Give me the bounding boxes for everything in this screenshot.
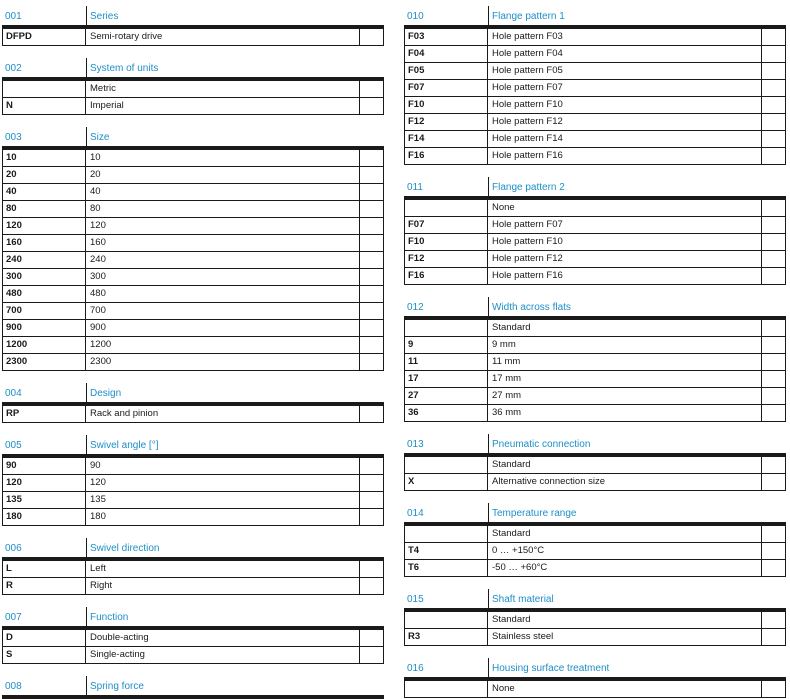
header-divider [488,6,489,25]
option-code: L [3,561,86,577]
option-description: 2300 [86,354,360,370]
selection-box[interactable] [360,458,383,474]
option-code: R3 [405,629,488,645]
section-title: Housing surface treatment [492,663,610,674]
selection-box[interactable] [762,681,785,697]
section-header [404,434,786,457]
option-description: Double-acting [86,630,360,646]
selection-box[interactable] [360,406,383,422]
option-row [404,388,786,405]
option-row [2,167,384,184]
section-title: Design [90,388,122,399]
option-section [2,676,384,699]
option-code: 900 [3,320,86,336]
option-description: 480 [86,286,360,302]
header-divider [488,297,489,316]
selection-box[interactable] [762,629,785,645]
option-code [405,457,488,473]
section-number: 016 [407,663,424,674]
option-row [404,543,786,560]
option-row [2,630,384,647]
option-description: Hole pattern F14 [488,131,762,147]
section-number: 004 [5,388,22,399]
selection-box[interactable] [762,251,785,267]
section-number: 008 [5,681,22,692]
section-number: 013 [407,439,424,450]
selection-box[interactable] [762,268,785,284]
section-number: 010 [407,11,424,22]
selection-box[interactable] [360,320,383,336]
option-row [2,337,384,354]
option-row [404,320,786,337]
option-description: Hole pattern F16 [488,148,762,164]
option-code: F16 [405,148,488,164]
selection-box[interactable] [360,81,383,97]
section-number: 012 [407,302,424,313]
section-title: Spring force [90,681,144,692]
option-row [404,629,786,646]
selection-box[interactable] [360,303,383,319]
selection-box[interactable] [360,286,383,302]
section-title: Swivel direction [90,543,160,554]
option-row [404,46,786,63]
option-description: Standard [488,457,762,473]
selection-box[interactable] [762,63,785,79]
option-description: 17 mm [488,371,762,387]
option-row [2,184,384,201]
selection-box[interactable] [762,320,785,336]
section-title: Flange pattern 1 [492,11,565,22]
selection-box[interactable] [762,457,785,473]
option-description: 20 [86,167,360,183]
option-description: Rack and pinion [86,406,360,422]
option-code: 20 [3,167,86,183]
option-code: 160 [3,235,86,251]
selection-box[interactable] [360,630,383,646]
selection-box[interactable] [762,405,785,421]
selection-box[interactable] [762,46,785,62]
section-title: System of units [90,63,159,74]
option-code [405,681,488,697]
option-description: 0 … +150°C [488,543,762,559]
option-section [2,538,384,595]
section-title: Width across flats [492,302,571,313]
option-code: R [3,578,86,594]
option-code: F04 [405,46,488,62]
section-header [2,435,384,458]
option-row [2,218,384,235]
option-row [404,268,786,285]
option-row [2,286,384,303]
section-header [2,383,384,406]
option-description: 80 [86,201,360,217]
selection-box[interactable] [360,218,383,234]
option-description: Standard [488,612,762,628]
option-row [404,97,786,114]
header-divider [86,607,87,626]
option-code: 240 [3,252,86,268]
selection-box[interactable] [360,201,383,217]
option-description: -50 … +60°C [488,560,762,576]
section-number: 014 [407,508,424,519]
option-code: 90 [3,458,86,474]
option-code: S [3,647,86,663]
section-header [2,607,384,630]
selection-box[interactable] [360,184,383,200]
option-section [2,607,384,664]
header-divider [488,434,489,453]
option-code: F12 [405,251,488,267]
option-row [2,578,384,595]
option-section [2,383,384,423]
option-section [404,297,786,422]
option-row [404,29,786,46]
option-description: Hole pattern F12 [488,251,762,267]
option-description: Imperial [86,98,360,114]
section-header [2,676,384,699]
option-description: Standard [488,320,762,336]
option-description: 120 [86,218,360,234]
selection-box[interactable] [360,150,383,166]
option-code: DFPD [3,29,86,45]
selection-box[interactable] [762,612,785,628]
option-description: 9 mm [488,337,762,353]
selection-box[interactable] [360,337,383,353]
header-divider [86,435,87,454]
option-row [2,235,384,252]
option-section [404,503,786,577]
option-description: 900 [86,320,360,336]
option-row [2,29,384,46]
section-header [404,177,786,200]
option-description: Stainless steel [488,629,762,645]
header-divider [86,6,87,25]
header-divider [86,127,87,146]
option-description: 36 mm [488,405,762,421]
header-divider [86,383,87,402]
section-number: 003 [5,132,22,143]
option-description: Standard [488,526,762,542]
option-row [404,148,786,165]
option-row [2,354,384,371]
option-code: RP [3,406,86,422]
option-code: 11 [405,354,488,370]
selection-box[interactable] [360,475,383,491]
option-code: F07 [405,217,488,233]
option-code [405,526,488,542]
option-row [2,509,384,526]
option-section [404,658,786,698]
option-code: 120 [3,475,86,491]
option-description: 27 mm [488,388,762,404]
selection-box[interactable] [762,337,785,353]
selection-box[interactable] [360,509,383,525]
option-code: X [405,474,488,490]
option-section [404,6,786,165]
option-description: 180 [86,509,360,525]
option-code: N [3,98,86,114]
header-divider [488,658,489,677]
selection-box[interactable] [360,29,383,45]
option-description: Hole pattern F03 [488,29,762,45]
selection-box[interactable] [762,371,785,387]
option-code: 36 [405,405,488,421]
option-row [404,681,786,698]
option-description: 300 [86,269,360,285]
option-row [2,252,384,269]
option-description: Semi-rotary drive [86,29,360,45]
section-title: Size [90,132,110,143]
option-row [2,561,384,578]
option-code [405,200,488,216]
option-description: 1200 [86,337,360,353]
section-number: 011 [407,182,423,193]
section-title: Pneumatic connection [492,439,591,450]
option-row [404,371,786,388]
option-row [2,269,384,286]
option-row [404,474,786,491]
option-description: 10 [86,150,360,166]
option-row [404,612,786,629]
option-row [404,131,786,148]
option-section [2,6,384,46]
option-code: 300 [3,269,86,285]
selection-box[interactable] [762,217,785,233]
option-row [2,150,384,167]
header-divider [488,589,489,608]
option-section [2,127,384,371]
option-code: 2300 [3,354,86,370]
option-row [2,320,384,337]
option-row [404,251,786,268]
section-header [2,127,384,150]
option-description: 160 [86,235,360,251]
selection-box[interactable] [360,561,383,577]
selection-box[interactable] [762,526,785,542]
option-code: T6 [405,560,488,576]
section-number: 001 [5,11,22,22]
selection-box[interactable] [762,131,785,147]
selection-box[interactable] [762,560,785,576]
option-code: 80 [3,201,86,217]
option-description: None [488,681,762,697]
option-code: F10 [405,97,488,113]
section-number: 002 [5,63,22,74]
option-description: 240 [86,252,360,268]
option-description: Hole pattern F16 [488,268,762,284]
option-description: None [488,200,762,216]
option-description: Alternative connection size [488,474,762,490]
option-description: Right [86,578,360,594]
option-description: Hole pattern F10 [488,234,762,250]
option-description: Hole pattern F10 [488,97,762,113]
option-code: 17 [405,371,488,387]
option-description: Hole pattern F07 [488,80,762,96]
selection-box[interactable] [360,167,383,183]
section-header [2,538,384,561]
option-description: 90 [86,458,360,474]
section-title: Swivel angle [°] [90,440,159,451]
header-divider [86,538,87,557]
option-row [404,526,786,543]
section-header [404,297,786,320]
selection-box[interactable] [762,388,785,404]
option-row [404,63,786,80]
option-code: 480 [3,286,86,302]
option-description: 120 [86,475,360,491]
selection-box[interactable] [762,234,785,250]
option-section [404,589,786,646]
section-number: 005 [5,440,22,451]
section-number: 007 [5,612,22,623]
option-row [2,201,384,218]
option-code: 180 [3,509,86,525]
header-divider [488,503,489,522]
option-code: F10 [405,234,488,250]
option-code: F14 [405,131,488,147]
option-code [3,81,86,97]
option-row [404,457,786,474]
option-row [404,114,786,131]
right-column [404,6,786,698]
option-description: 700 [86,303,360,319]
option-code: 27 [405,388,488,404]
option-code: 135 [3,492,86,508]
option-row [2,406,384,423]
option-row [2,81,384,98]
header-divider [488,177,489,196]
option-row [404,200,786,217]
section-title: Function [90,612,129,623]
option-description: 135 [86,492,360,508]
section-header [404,6,786,29]
option-row [2,647,384,664]
selection-box[interactable] [360,269,383,285]
option-code: F12 [405,114,488,130]
option-row [404,80,786,97]
section-header [2,58,384,81]
section-header [404,503,786,526]
option-row [404,234,786,251]
option-row [2,458,384,475]
header-divider [86,676,87,695]
selection-box[interactable] [762,97,785,113]
option-description: Hole pattern F12 [488,114,762,130]
section-number: 015 [407,594,424,605]
option-code: 700 [3,303,86,319]
option-code: F05 [405,63,488,79]
selection-box[interactable] [762,29,785,45]
section-header [404,658,786,681]
option-code [405,320,488,336]
left-column [2,6,384,699]
option-row [2,475,384,492]
selection-box[interactable] [762,200,785,216]
section-header [404,589,786,612]
selection-box[interactable] [360,647,383,663]
option-section [404,177,786,285]
option-code: F07 [405,80,488,96]
selection-box[interactable] [762,474,785,490]
option-code [405,612,488,628]
selection-box[interactable] [762,80,785,96]
option-row [404,405,786,422]
section-title: Shaft material [492,594,554,605]
option-row [404,354,786,371]
section-title: Temperature range [492,508,577,519]
section-header [2,6,384,29]
option-row [2,98,384,115]
option-description: Left [86,561,360,577]
option-code: D [3,630,86,646]
selection-box[interactable] [762,354,785,370]
selection-box[interactable] [360,98,383,114]
option-row [2,492,384,509]
option-row [404,337,786,354]
selection-box[interactable] [762,543,785,559]
option-row [2,303,384,320]
selection-box[interactable] [360,252,383,268]
option-code: T4 [405,543,488,559]
option-description: Hole pattern F07 [488,217,762,233]
option-description: Single-acting [86,647,360,663]
option-row [404,217,786,234]
option-code: F16 [405,268,488,284]
selection-box[interactable] [360,578,383,594]
option-code: F03 [405,29,488,45]
option-description: Metric [86,81,360,97]
header-divider [86,58,87,77]
selection-box[interactable] [762,148,785,164]
option-description: Hole pattern F05 [488,63,762,79]
option-section [2,435,384,526]
section-number: 006 [5,543,22,554]
section-title: Series [90,11,119,22]
option-description: 11 mm [488,354,762,370]
option-description: 40 [86,184,360,200]
selection-box[interactable] [360,492,383,508]
option-code: 1200 [3,337,86,353]
option-code: 9 [405,337,488,353]
option-description: Hole pattern F04 [488,46,762,62]
option-row [404,560,786,577]
option-code: 10 [3,150,86,166]
selection-box[interactable] [762,114,785,130]
option-code: 120 [3,218,86,234]
option-section [404,434,786,491]
option-section [2,58,384,115]
selection-box[interactable] [360,235,383,251]
option-code: 40 [3,184,86,200]
section-title: Flange pattern 2 [492,182,565,193]
selection-box[interactable] [360,354,383,370]
